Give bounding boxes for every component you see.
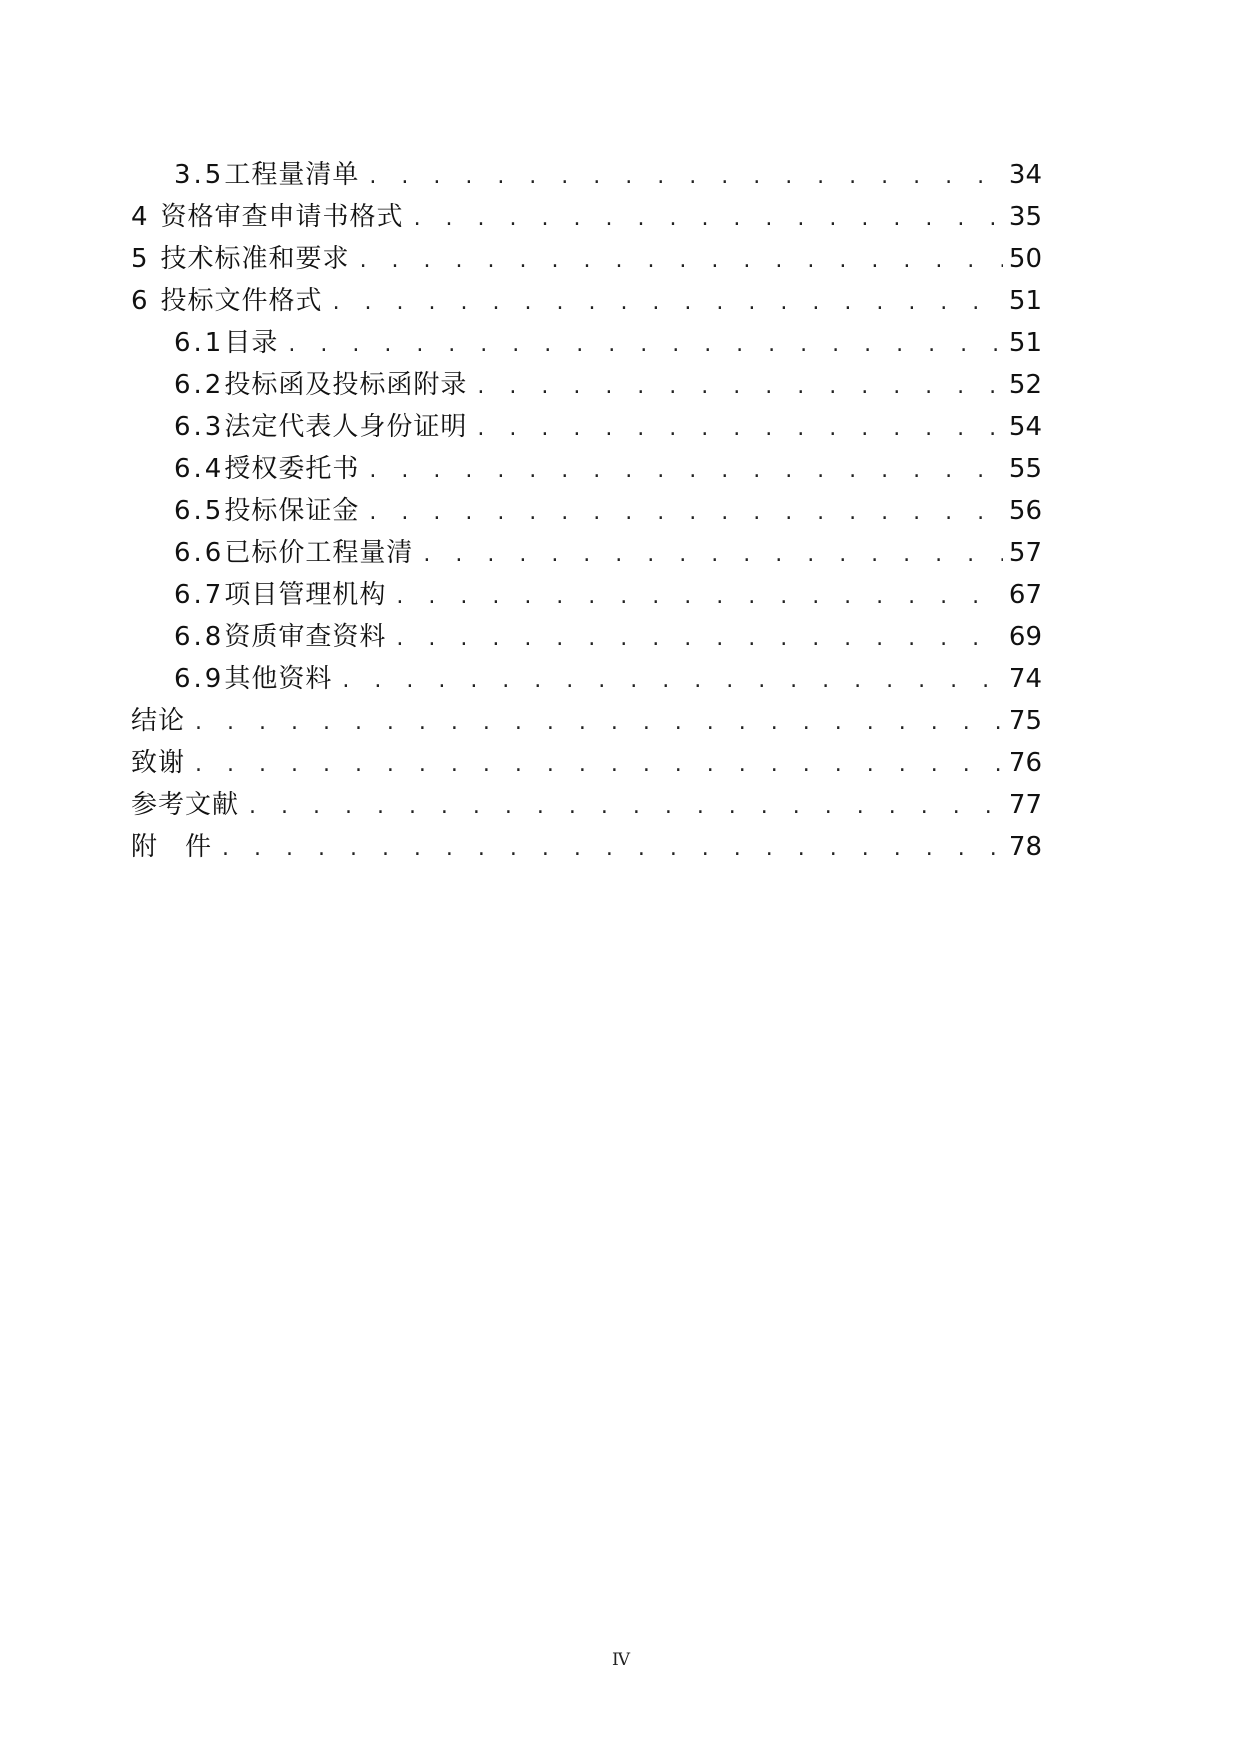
dot-leader: [369, 450, 1003, 492]
toc-entry-number: 6.4: [174, 454, 225, 484]
toc-entry[interactable]: [131, 826, 1042, 868]
dot-leader: [477, 408, 1003, 450]
toc-entry-number: 6.7: [174, 580, 225, 610]
toc-entry-page: 67: [1008, 580, 1042, 610]
toc-entry-number: 4: [131, 202, 151, 232]
toc-entry[interactable]: [131, 322, 1042, 364]
table-of-contents: [131, 154, 1042, 868]
toc-entry[interactable]: [131, 364, 1042, 406]
toc-entry-page: 52: [1008, 370, 1042, 400]
toc-entry[interactable]: [131, 742, 1042, 784]
dot-leader: [333, 282, 1003, 324]
toc-entry-number: 3.5: [174, 160, 225, 190]
toc-entry[interactable]: [131, 574, 1042, 616]
toc-entry[interactable]: [131, 700, 1042, 742]
toc-entry-title: 工程量清单: [224, 160, 360, 190]
dot-leader: [369, 492, 1003, 534]
toc-entry-title: 资格审查申请书格式: [160, 202, 404, 232]
page-number: IV: [612, 1650, 629, 1670]
toc-entry-page: 51: [1008, 286, 1042, 316]
dot-leader: [396, 618, 1003, 660]
toc-entry-page: 54: [1008, 412, 1042, 442]
toc-entry-number: 6.6: [174, 538, 225, 568]
dot-leader: [477, 366, 1003, 408]
toc-entry-number: 6.9: [174, 664, 225, 694]
toc-entry-title: 已标价工程量清: [224, 538, 414, 568]
toc-entry[interactable]: [131, 658, 1042, 700]
dot-leader: [342, 660, 1003, 702]
toc-entry-title: 目录: [224, 328, 279, 358]
dot-leader: [195, 744, 1003, 786]
toc-entry-title: 技术标准和要求: [160, 244, 350, 274]
dot-leader: [195, 702, 1003, 744]
toc-entry-page: 55: [1008, 454, 1042, 484]
toc-entry-title: 项目管理机构: [224, 580, 387, 610]
toc-entry-title: 其他资料: [224, 664, 333, 694]
toc-entry[interactable]: [131, 616, 1042, 658]
toc-entry-page: 35: [1008, 202, 1042, 232]
toc-entry-title: 投标文件格式: [160, 286, 323, 316]
toc-entry[interactable]: [131, 280, 1042, 322]
dot-leader: [423, 534, 1003, 576]
toc-entry-title: 参考文献: [131, 790, 240, 820]
dot-leader: [288, 324, 1003, 366]
toc-entry[interactable]: [131, 406, 1042, 448]
toc-entry-page: 51: [1008, 328, 1042, 358]
toc-entry[interactable]: [131, 784, 1042, 826]
toc-entry-page: 34: [1008, 160, 1042, 190]
dot-leader: [360, 240, 1003, 282]
dot-leader: [414, 198, 1003, 240]
toc-entry-number: 6.8: [174, 622, 225, 652]
toc-entry[interactable]: [131, 196, 1042, 238]
toc-entry-page: 50: [1008, 244, 1042, 274]
toc-entry-page: 69: [1008, 622, 1042, 652]
toc-entry-title: 法定代表人身份证明: [224, 412, 468, 442]
toc-entry-number: 6.5: [174, 496, 225, 526]
toc-entry-page: 78: [1008, 832, 1042, 862]
toc-entry-page: 76: [1008, 748, 1042, 778]
toc-entry-number: 6.2: [174, 370, 225, 400]
toc-entry[interactable]: [131, 448, 1042, 490]
toc-entry[interactable]: [131, 490, 1042, 532]
toc-entry-number: 6: [131, 286, 151, 316]
toc-entry-page: 77: [1008, 790, 1042, 820]
toc-entry-title: 结论: [131, 706, 186, 736]
dot-leader: [222, 828, 1003, 870]
toc-entry-title: 授权委托书: [224, 454, 360, 484]
toc-entry-page: 75: [1008, 706, 1042, 736]
toc-entry-page: 56: [1008, 496, 1042, 526]
toc-entry-number: 5: [131, 244, 151, 274]
toc-entry[interactable]: [131, 238, 1042, 280]
toc-entry-number: 6.3: [174, 412, 225, 442]
toc-entry-page: 74: [1008, 664, 1042, 694]
toc-entry[interactable]: [131, 154, 1042, 196]
dot-leader: [369, 156, 1003, 198]
dot-leader: [249, 786, 1003, 828]
toc-entry[interactable]: [131, 532, 1042, 574]
toc-entry-title: 附 件: [131, 832, 213, 862]
toc-entry-title: 投标保证金: [224, 496, 360, 526]
toc-entry-page: 57: [1008, 538, 1042, 568]
toc-entry-title: 投标函及投标函附录: [224, 370, 468, 400]
toc-entry-title: 致谢: [131, 748, 186, 778]
dot-leader: [396, 576, 1003, 618]
toc-entry-number: 6.1: [174, 328, 225, 358]
toc-entry-title: 资质审查资料: [224, 622, 387, 652]
